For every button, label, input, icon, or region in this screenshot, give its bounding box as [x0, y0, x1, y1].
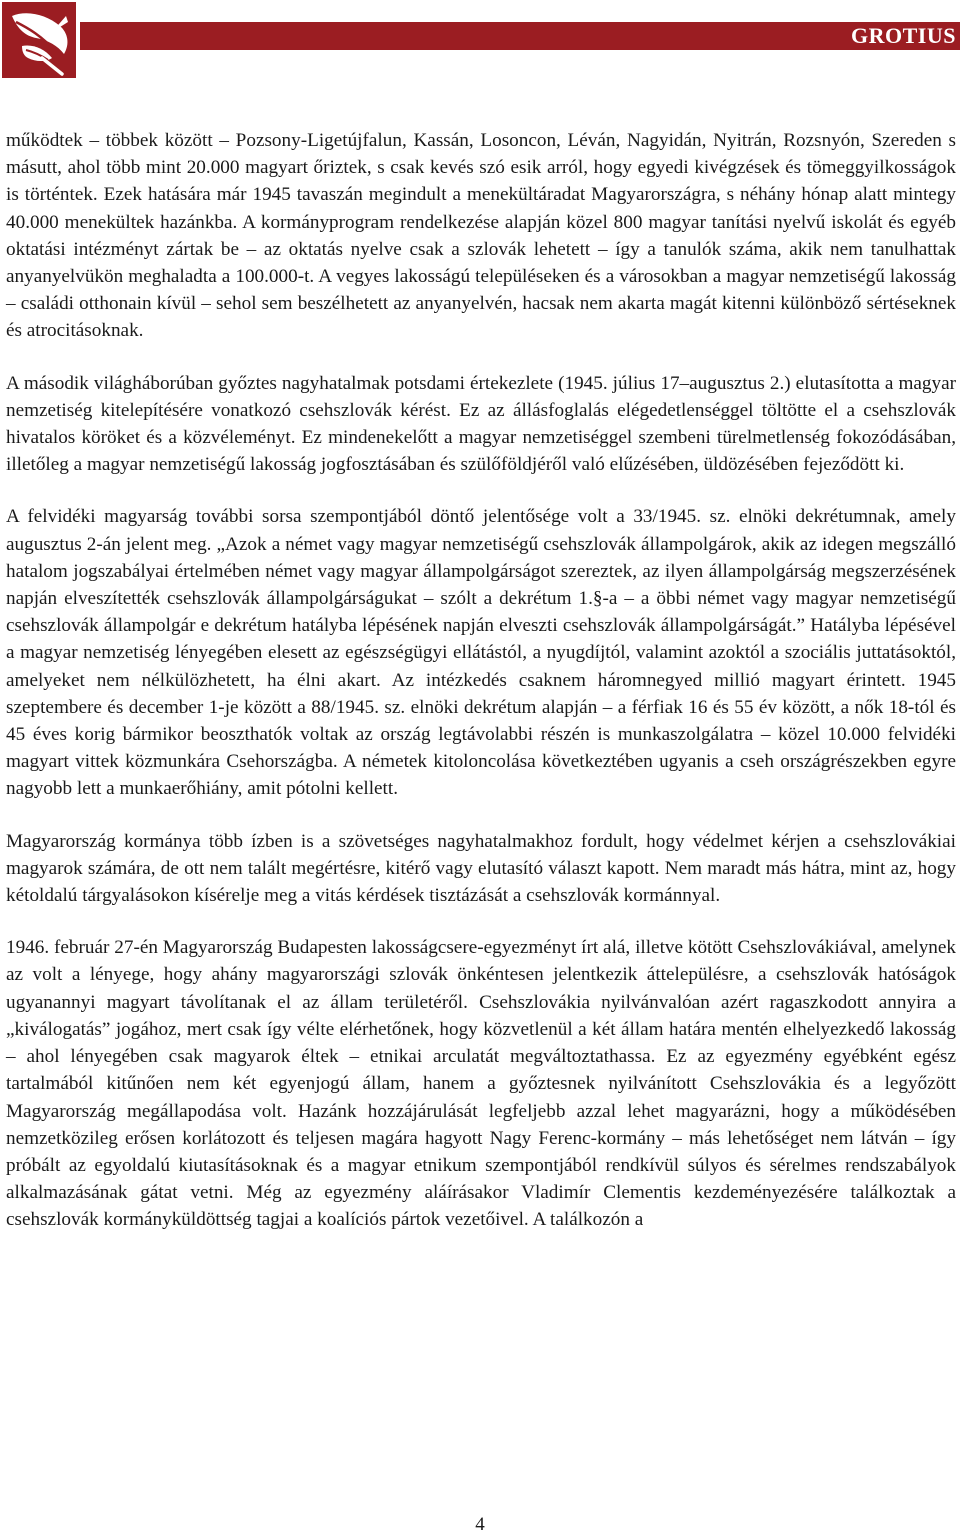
- paragraph: Magyarország kormánya több ízben is a szövetséges nagyhatalmakhoz fordult, hogy védelmet kérjen a csehszlovákiai magyarok számára, de ott nem talált megértésre, kitérő vagy elutasító választ kapott. Nem maradt más hátra, mint az, hogy kétoldalú tárgyalásokon kísérelje meg a vitás kérdések tisztázását a csehszlovák kormánnyal.: [6, 830, 956, 907]
- paragraph: A második világháborúban győztes nagyhatalmak potsdami értekezlete (1945. július 17–augusztus 2.) elutasította a magyar nemzetiség kitelepítésére vonatkozó csehszlovák kérést. Ez az állásfoglalás elégedetlenséggel töltötte el a csehszlovák hivatalos köröket és a közvéleményt. Ez mindenekelőtt a magyar nemzetiséggel szembeni türelmetlenség fokozódásában, illetőleg a magyar nemzetiségű lakosság jogfosztásában és szülőföldjéről való elűzésében, üldözésében fejeződött ki.: [6, 372, 956, 476]
- header-banner: [80, 22, 960, 50]
- logo: [2, 2, 76, 78]
- paragraph: működtek – többek között – Pozsony-Ligetújfalun, Kassán, Losoncon, Léván, Nagyidán, Nyitrán, Rozsnyón, Szereden s másutt, ahol több mint 20.000 magyart őriztek, s csak kevés szó esik arról, hogy egyedi kivégzések és tömeggyilkosságok is történtek. Ezek hatására már 1945 tavaszán megindult a menekültáradat Magyarországra, s néhány hónap alatt mintegy 40.000 menekültek hazánkba. A kormányprogram rendelkezése alapján közel 800 magyar tanítási nyelvű iskolát és egyéb oktatási intézményt zártak be – az oktatás nyelve csak a szlovák lehetett – így a tanulók száma, akik nem tanulhattak anyanyelvükön meghaladta a 100.000-t. A vegyes lakosságú településeken és a városokban a magyar nemzetiségű lakosság – családi otthonain kívül – sehol sem beszélhetett az anyanyelvén, hacsak nem akarta magát kitenni különböző sértéseknek és atrocitásoknak.: [6, 130, 956, 342]
- page-number: 4: [475, 1514, 485, 1535]
- document-body: [6, 127, 956, 1259]
- paragraph: A felvidéki magyarság további sorsa szempontjából döntő jelentősége volt a 33/1945. sz. elnöki dekrétumnak, amely augusztus 2-án jelent meg. „Azok a német vagy magyar nemzetiségű csehszlovák állampolgárok, akik az idegen megszálló hatalom jogszabályai értelmében német vagy magyar állampolgárságot szereztek, az ilyen állampolgárság megszerzésének napján elveszítették csehszlovák állampolgárságukat – szólt a dekrétum 1.§-a – a öbbi német vagy magyar nemzetiségű csehszlovák állampolgár e dekrétum hatályba lépésének napján elveszti csehszlovák állampolgárságát.” Hatályba lépésével a magyar nemzetiség lényegében elesett az egészségügyi ellátástól, a nyugdíjtól, valamint azoktól a szociális juttatásoktól, amelyeket nem nélkülözhetett, ha élni akart. Az intézkedés csaknem háromnegyed millió magyart érintett. 1945 szeptembere és december 1-je között a 88/1945. sz. elnöki dekrétum alapján – a férfiak 16 és 55 év között, a nők 18-tól és 45 éves korig bármikor beoszthatók voltak az ország legtávolabbi részén is munkaszolgálatra – közel 10.000 felvidéki magyart vittek közmunkára Csehországba. A németek kitoloncolása következtében ugyanis a cseh országrészekben egyre nagyobb lett a munkaerőhiány, amit pótolni kellett.: [6, 506, 956, 800]
- feather-emblem-icon: [2, 2, 76, 78]
- page-header: [0, 0, 960, 80]
- brand-title: GROTIUS: [851, 23, 956, 48]
- paragraph: 1946. február 27-én Magyarország Budapesten lakosságcsere-egyezményt írt alá, illetve kötött Csehszlovákiával, amelynek az volt a lényege, hogy ahány magyarországi szlovák önkéntesen jelentkezik áttelepülésre, a csehszlovák hatóságok ugyanannyi magyart távolítanak el az állam területéről. Csehszlovákia nyilvánvalóan azért ragaszkodott annyira a „kiválogatás” jogához, mert csak így vélte elérhetőnek, hogy közvetlenül a két állam határa mentén elhelyezkedő lakosság – ahol lényegében csak magyarok éltek – etnikai arculatát megváltoztathassa. Ez az egyezmény egyébként egész tartalmából kitűnően nem két egyenjogú állam, hanem a győztesnek nyilvánított Csehszlovákia és a legyőzött Magyarország megállapodása volt. Hazánk hozzájárulását legfeljebb azzal lehet magyarázni, hogy a működésében nemzetközileg erősen korlátozott és teljesen magára hagyott Nagy Ferenc-kormány – más lehetőséget nem látván – így próbált az egyoldalú kiutasításoknak és a magyar etnikum szempontjából rendkívül súlyos és sérelmes rendszabályok alkalmazásának gátat vetni. Még az egyezmény aláírásakor Vladimír Clementis kezdeményezésére találkoztak a csehszlovák kormányküldöttség tagjai a koalíciós pártok vezetőivel. A találkozón a: [6, 937, 956, 1231]
